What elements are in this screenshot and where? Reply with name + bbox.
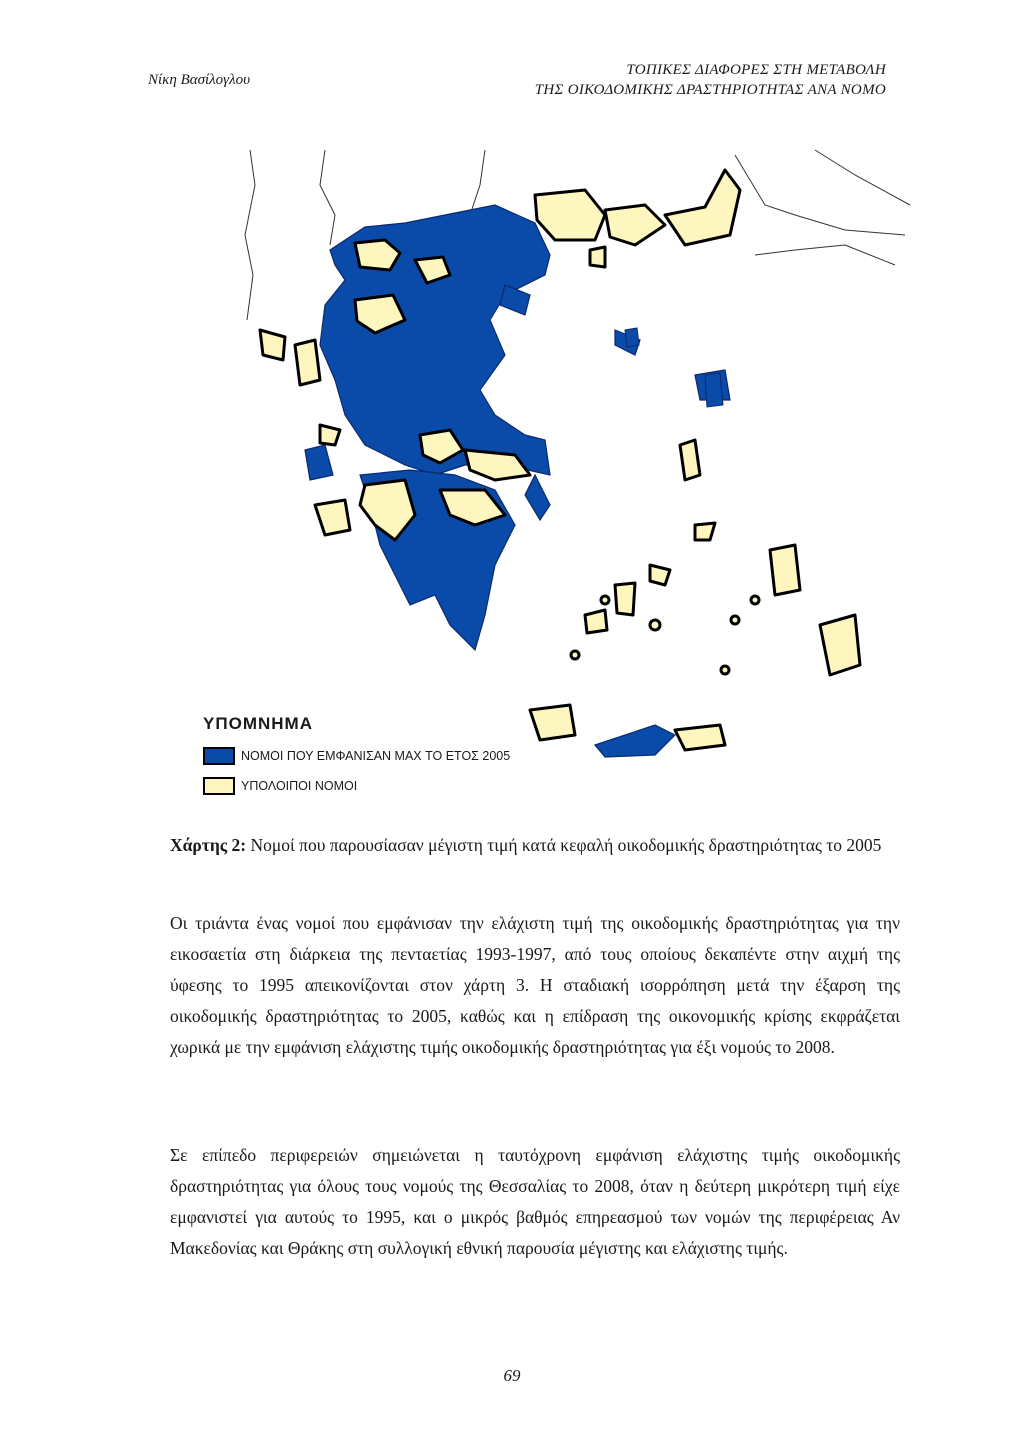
caption-label: Χάρτης 2:	[170, 835, 247, 855]
map-greece-prefectures	[195, 145, 915, 805]
running-header-title-line1: ΤΟΠΙΚΕΣ ΔΙΑΦΟΡΕΣ ΣΤΗ ΜΕΤΑΒΟΛΗ	[626, 62, 886, 78]
legend-swatch-blue	[203, 747, 235, 765]
mainland-blue	[305, 205, 730, 757]
body-paragraph: Οι τριάντα ένας νομοί που εμφάνισαν την ελάχιστη τιμή της οικοδομικής δραστηριότητας για την εικοσαετία στη διάρκεια της πενταετίας 1993-1997, από τους οποίους δεκαπέντε στην αιχμή της ύφεσης το 1995 απεικονίζονται στον χάρτη 3. Η σταδιακή ισορρόπηση μετά την έξαρση της οικοδομικής δραστηριότητας το 2005, καθώς και η επίδραση της οικονομικής κρίσης εκφράζεται χωρικά με την εμφάνιση ελάχιστης τιμής οικοδομικής δραστηριότητας για έξι νομούς το 2008.	[170, 913, 900, 1057]
legend-title: ΥΠΟΜΝΗΜΑ	[203, 714, 313, 733]
legend-label: ΝΟΜΟΙ ΠΟΥ ΕΜΦΑΝΙΣΑΝ MAX ΤΟ ΕΤΟΣ 2005	[241, 749, 511, 763]
legend-item-max-2005	[203, 745, 510, 767]
legend-label: ΥΠΟΛΟΙΠΟΙ ΝΟΜΟΙ	[241, 779, 358, 793]
running-header-author: Νίκη Βασίλογλου	[148, 72, 250, 88]
running-header-title-line2: ΤΗΣ ΟΙΚΟΔΟΜΙΚΗΣ ΔΡΑΣΤΗΡΙΟΤΗΤΑΣ ΑΝΑ ΝΟΜΟ	[534, 82, 886, 98]
body-paragraph: Σε επίπεδο περιφερειών σημειώνεται η ταυτόχρονη εμφάνιση ελάχιστης τιμής οικοδομικής δραστηριότητας για όλους τους νομούς της Θεσσαλίας το 2008, όταν η δεύτερη μικρότερη τιμή είχε εμφανιστεί για αυτούς το 1995, και ο μικρός βαθμός επηρεασμού των νομών της περιφέρειας Αν Μακεδονίας και Θράκης στη συλλογική εθνική παρουσία μέγιστης και ελάχιστης τιμής.	[170, 1145, 900, 1258]
islands-small	[571, 596, 759, 674]
page-number: 69	[503, 1366, 521, 1385]
legend-swatch-yellow	[203, 777, 235, 795]
legend-item-other	[203, 775, 357, 797]
map-caption	[170, 830, 900, 861]
caption-text: Νομοί που παρουσίασαν μέγιστη τιμή κατά κεφαλή οικοδομικής δραστηριότητας το 2005	[246, 835, 882, 855]
running-header-title	[466, 60, 886, 100]
